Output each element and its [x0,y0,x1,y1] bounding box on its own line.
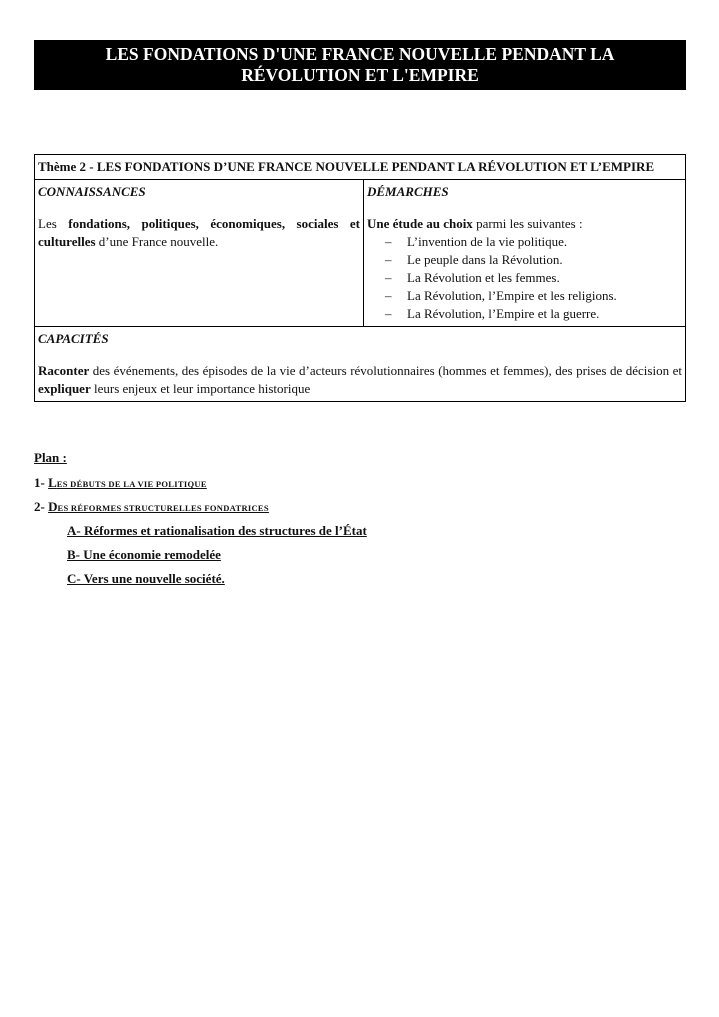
list-item: – La Révolution, l’Empire et les religions. [385,287,682,305]
demarches-intro: Une étude au choix parmi les suivantes : [367,216,583,231]
plan-label: Plan : [34,450,67,465]
demarches-list [367,233,682,323]
list-item: – La Révolution, l’Empire et la guerre. [385,305,682,323]
plan-part-2: 2- DES RÉFORMES STRUCTURELLES FONDATRICES [34,499,269,514]
plan-part-1: 1- LES DÉBUTS DE LA VIE POLITIQUE [34,475,207,490]
capacites-label: CAPACITÉS [38,331,109,346]
connaissances-text: Les fondations, politiques, économiques, sociales et culturelles d’une France nouvelle. [38,216,360,249]
title-line-2: RÉVOLUTION ET L'EMPIRE [241,65,479,85]
list-item: – L’invention de la vie politique. [385,233,682,251]
capacites-cell [35,327,686,402]
capacites-text: Raconter des événements, des épisodes de la vie d’acteurs révolutionnaires (hommes et femmes), des prises de décision et expliquer leurs enjeux et leur importance historique [38,363,682,396]
connaissances-label: CONNAISSANCES [38,184,146,199]
plan-sub-a: A- Réformes et rationalisation des structures de l’État [67,523,367,538]
list-item: – La Révolution et les femmes. [385,269,682,287]
demarches-label: DÉMARCHES [367,184,449,199]
demarches-cell [364,180,686,327]
theme-table [34,154,686,402]
connaissances-cell [35,180,364,327]
plan-sub-b: B- Une économie remodelée [67,547,221,562]
title-line-1: LES FONDATIONS D'UNE FRANCE NOUVELLE PENDANT LA [105,44,615,64]
plan-sub-c: C- Vers une nouvelle société. [67,571,225,586]
theme-heading: Thème 2 - LES FONDATIONS D’UNE FRANCE NOUVELLE PENDANT LA RÉVOLUTION ET L’EMPIRE [35,155,686,180]
page-title [34,40,686,90]
list-item: – Le peuple dans la Révolution. [385,251,682,269]
